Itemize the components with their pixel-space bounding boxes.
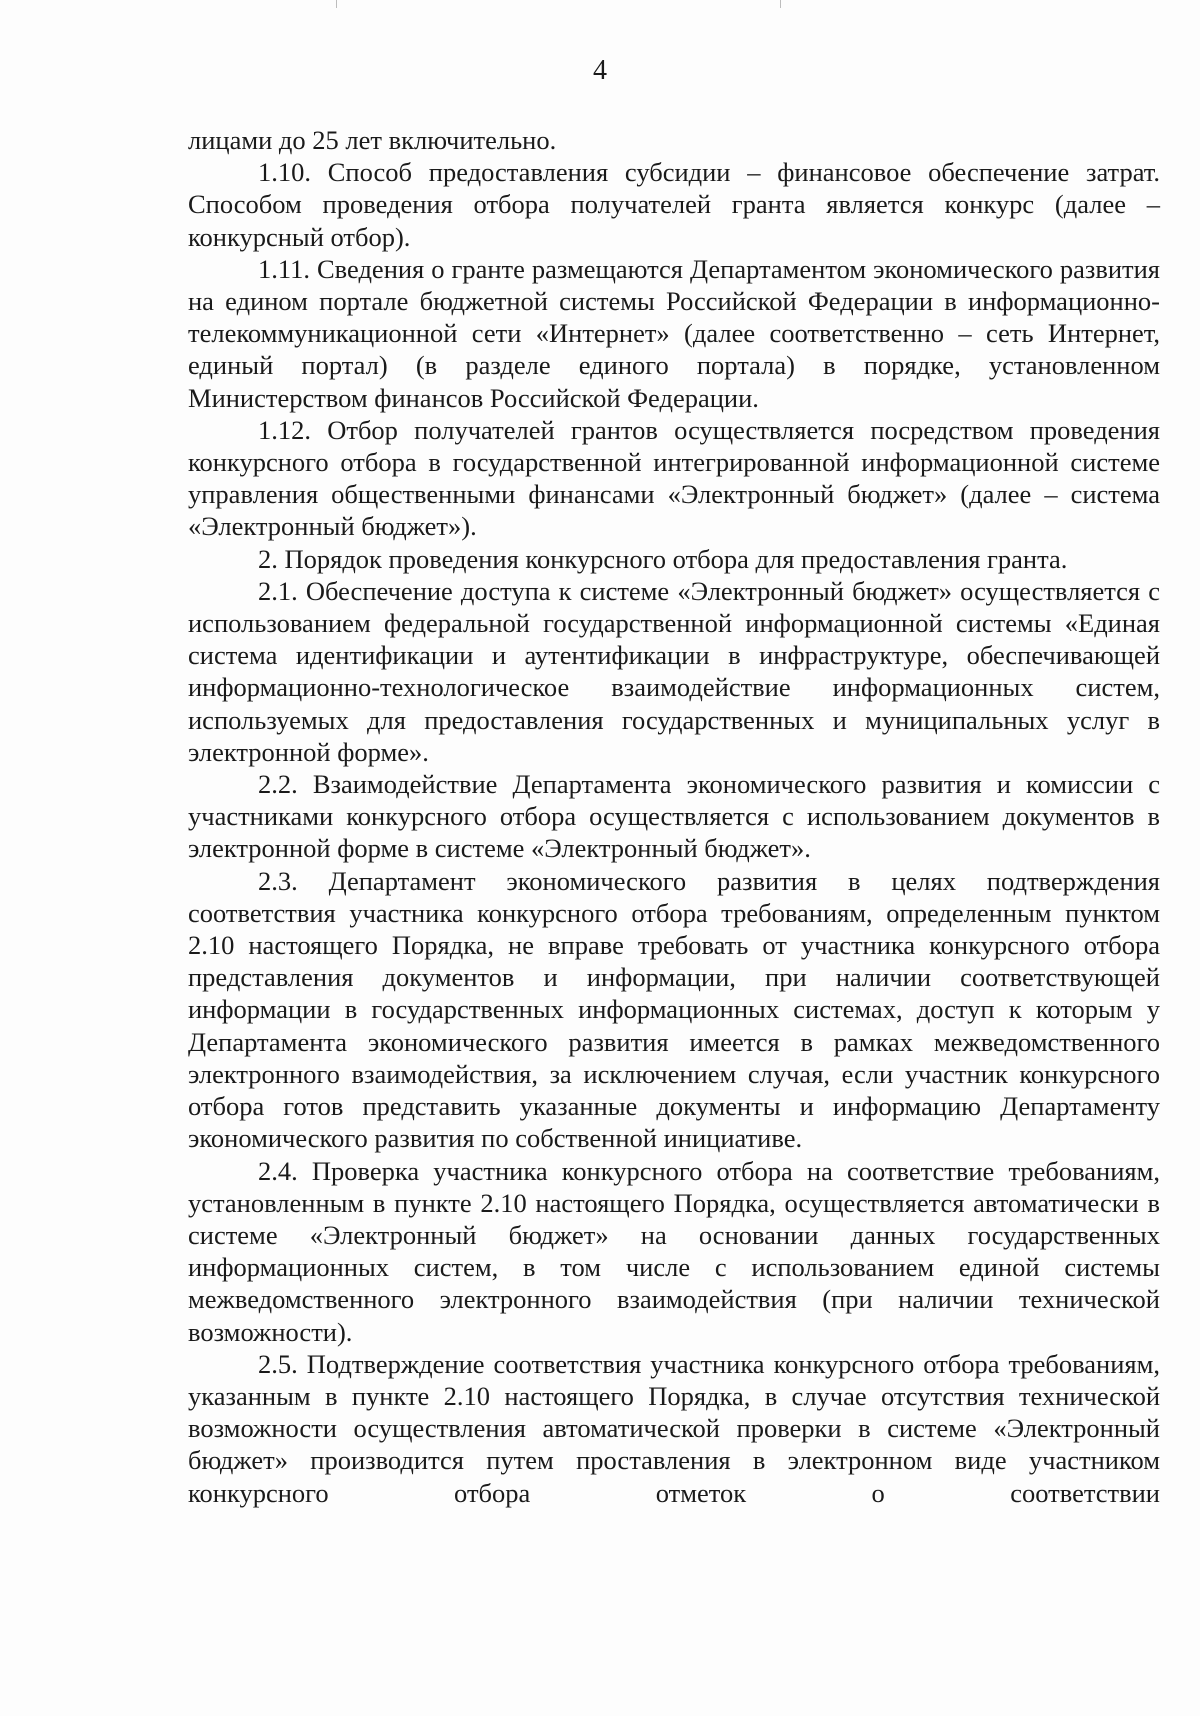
paragraph-continuation: лицами до 25 лет включительно. — [188, 125, 557, 155]
paragraph-2-4: 2.4. Проверка участника конкурсного отбора на соответствие требованиям, установленным в пункте 2.10 настоящего Порядка, осуществляется автоматически в системе «Электронный бюджет» на основании данных государственных информационных систем, в том числе с использованием единой системы межведомственного электронного взаимодействия (при наличии технической возможности). — [188, 1155, 1160, 1347]
paragraph-1-11: 1.11. Сведения о гранте размещаются Департаментом экономического развития на едином портале бюджетной системы Российской Федерации в информационно-телекоммуникационной сети «Интернет» (далее соответственно – сеть Интернет, единый портал) (в разделе единого портала) в порядке, установленном Министерством финансов Российской Федерации. — [188, 253, 1160, 413]
scan-artifact-mark — [780, 0, 781, 8]
paragraph-2-3: 2.3. Департамент экономического развития в целях подтверждения соответствия участника конкурсного отбора требованиям, определенным пунктом 2.10 настоящего Порядка, не вправе требовать от участника конкурсного отбора представления документов и информации, при наличии соответствующей информации в государственных информационных системах, доступ к которым у Департамента экономического развития имеется в рамках межведомственного электронного взаимодействия, за исключением случая, если участник конкурсного отбора готов представить указанные документы и информацию Департаменту экономического развития по собственной инициативе. — [188, 865, 1160, 1154]
paragraph-1-12: 1.12. Отбор получателей грантов осуществляется посредством проведения конкурсного отбора в государственной интегрированной информационной системе управления общественными финансами «Электронный бюджет» (далее – система «Электронный бюджет»). — [188, 414, 1160, 542]
paragraph-2-5: 2.5. Подтверждение соответствия участника конкурсного отбора требованиям, указанным в пункте 2.10 настоящего Порядка, в случае отсутствия технической возможности осуществления автоматической проверки в системе «Электронный бюджет» производится путем проставления в электронном виде участником конкурсного отбора отметок о соответствии — [188, 1348, 1160, 1508]
page-number: 4 — [593, 55, 607, 86]
paragraph-2-2: 2.2. Взаимодействие Департамента экономического развития и комиссии с участниками конкурсного отбора осуществляется с использованием документов в электронной форме в системе «Электронный бюджет». — [188, 769, 1160, 864]
scan-artifact-mark — [336, 0, 337, 8]
paragraph-2-1: 2.1. Обеспечение доступа к системе «Электронный бюджет» осуществляется с использованием федеральной государственной информационной системы «Единая система идентификации и аутентификации в инфраструктуре, обеспечивающей информационно-технологическое взаимодействие информационных систем, используемых для предоставления государственных и муниципальных услуг в электронной форме». — [188, 575, 1160, 767]
document-body — [188, 124, 1160, 1509]
paragraph-1-10: 1.10. Способ предоставления субсидии – финансовое обеспечение затрат. Способом проведения отбора получателей гранта является конкурс (далее – конкурсный отбор). — [188, 157, 1160, 252]
section-heading-2: 2. Порядок проведения конкурсного отбора для предоставления гранта. — [258, 543, 1068, 574]
